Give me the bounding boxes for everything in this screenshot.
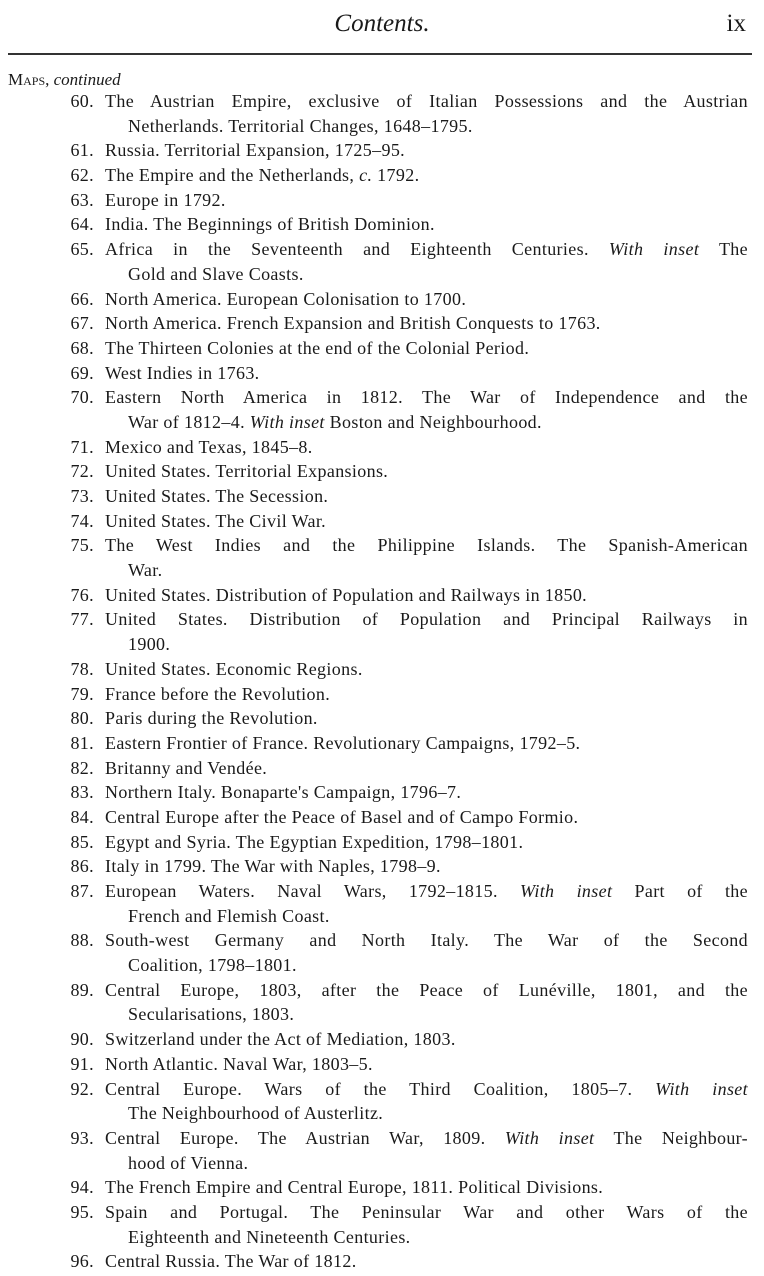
italic-text: With inset bbox=[249, 411, 325, 432]
text-segment: European Waters. Naval Wars, 1792–1815. bbox=[105, 881, 520, 901]
item-number: 82. bbox=[70, 757, 94, 778]
list-item bbox=[0, 212, 764, 237]
item-text bbox=[105, 1249, 748, 1274]
text-segment: Northern Italy. Bonaparte's Campaign, 1796–7. bbox=[105, 782, 462, 803]
item-text bbox=[128, 632, 748, 657]
item-number: 88. bbox=[70, 930, 94, 951]
text-segment: Switzerland under the Act of Mediation, 1803. bbox=[105, 1029, 456, 1050]
text-segment: Africa in the Seventeenth and Eighteenth Centuries. bbox=[105, 239, 609, 260]
item-number: 91. bbox=[70, 1053, 94, 1074]
section-label: Maps bbox=[8, 70, 46, 89]
text-segment: 1900. bbox=[128, 634, 171, 655]
item-text bbox=[128, 1002, 748, 1027]
list-item-continuation bbox=[0, 410, 764, 435]
italic-text: With inset bbox=[520, 881, 613, 901]
text-segment: The Austrian Empire, exclusive of Italian Possessions and the Austrian bbox=[105, 91, 748, 111]
text-segment: War of 1812–4. bbox=[128, 411, 250, 432]
text-segment: Netherlands. Territorial Changes, 1648–1795. bbox=[128, 115, 473, 136]
text-segment: United States. Economic Regions. bbox=[105, 658, 363, 679]
list-item bbox=[0, 1027, 764, 1052]
list-item bbox=[0, 583, 764, 608]
item-text bbox=[105, 879, 748, 904]
item-text bbox=[105, 237, 748, 262]
text-segment: The bbox=[699, 239, 748, 260]
list-item bbox=[0, 163, 764, 188]
list-item bbox=[0, 509, 764, 534]
text-segment: The Thirteen Colonies at the end of the Colonial Period. bbox=[105, 337, 530, 358]
item-text bbox=[128, 558, 748, 583]
text-segment: Central Russia. The War of 1812. bbox=[105, 1251, 357, 1272]
text-segment: Europe in 1792. bbox=[105, 189, 226, 210]
item-number: 75. bbox=[70, 535, 94, 556]
list-item bbox=[0, 188, 764, 213]
text-segment: United States. Territorial Expansions. bbox=[105, 461, 389, 482]
text-segment: Mexico and Texas, 1845–8. bbox=[105, 436, 313, 457]
item-text bbox=[128, 410, 748, 435]
list-item bbox=[0, 361, 764, 386]
list-item-continuation bbox=[0, 632, 764, 657]
text-segment: War. bbox=[128, 560, 163, 581]
item-number: 60. bbox=[70, 91, 94, 111]
item-number: 71. bbox=[70, 436, 94, 457]
item-text bbox=[105, 706, 748, 731]
list-item bbox=[0, 879, 764, 904]
item-text bbox=[105, 163, 748, 188]
item-number: 66. bbox=[70, 288, 94, 309]
text-segment: India. The Beginnings of British Dominion. bbox=[105, 214, 435, 235]
text-segment: The Neighbourhood of Austerlitz. bbox=[128, 1103, 384, 1124]
text-segment: North America. European Colonisation to 1700. bbox=[105, 288, 467, 309]
italic-text: With inset bbox=[504, 1127, 595, 1148]
text-segment: Eighteenth and Nineteenth Centuries. bbox=[128, 1226, 411, 1247]
item-number: 94. bbox=[70, 1177, 94, 1198]
item-text bbox=[105, 138, 748, 163]
text-segment: hood of Vienna. bbox=[128, 1152, 249, 1173]
list-item-continuation bbox=[0, 1151, 764, 1176]
page-number: ix bbox=[726, 10, 746, 37]
item-text bbox=[105, 385, 748, 410]
item-text bbox=[105, 361, 748, 386]
item-number: 64. bbox=[70, 214, 94, 235]
text-segment: Part of the bbox=[612, 881, 748, 901]
item-text bbox=[105, 336, 748, 361]
list-item bbox=[0, 756, 764, 781]
text-segment: North Atlantic. Naval War, 1803–5. bbox=[105, 1053, 373, 1074]
text-segment: 1792. bbox=[372, 165, 420, 186]
item-number: 68. bbox=[70, 337, 94, 358]
list-item bbox=[0, 1200, 764, 1225]
item-text bbox=[105, 854, 748, 879]
item-number: 76. bbox=[70, 584, 94, 605]
list-item bbox=[0, 805, 764, 830]
list-item bbox=[0, 978, 764, 1003]
list-item bbox=[0, 435, 764, 460]
item-number: 72. bbox=[70, 461, 94, 482]
list-item bbox=[0, 484, 764, 509]
item-number: 86. bbox=[70, 856, 94, 877]
list-item bbox=[0, 311, 764, 336]
item-text bbox=[105, 830, 748, 855]
item-number: 61. bbox=[70, 140, 94, 161]
item-number: 84. bbox=[70, 806, 94, 827]
list-item bbox=[0, 854, 764, 879]
list-item bbox=[0, 1175, 764, 1200]
item-text bbox=[105, 89, 748, 114]
item-text bbox=[128, 262, 748, 287]
list-item bbox=[0, 138, 764, 163]
list-item bbox=[0, 1249, 764, 1274]
text-segment: Paris during the Revolution. bbox=[105, 708, 318, 729]
item-number: 65. bbox=[70, 239, 94, 260]
item-text bbox=[105, 435, 748, 460]
maps-list bbox=[0, 89, 764, 1274]
list-item-continuation bbox=[0, 114, 764, 139]
text-segment: Central Europe after the Peace of Basel and of Campo Formio. bbox=[105, 806, 579, 827]
list-item bbox=[0, 657, 764, 682]
item-text bbox=[105, 484, 748, 509]
text-segment: Boston and Neighbourhood. bbox=[324, 411, 542, 432]
list-item-continuation bbox=[0, 953, 764, 978]
list-item bbox=[0, 533, 764, 558]
item-number: 93. bbox=[70, 1127, 94, 1148]
list-item-continuation bbox=[0, 1225, 764, 1250]
item-text bbox=[128, 1101, 748, 1126]
item-number: 62. bbox=[70, 165, 94, 186]
header-rule bbox=[8, 53, 752, 55]
text-segment: United States. The Civil War. bbox=[105, 510, 327, 531]
item-text bbox=[105, 583, 748, 608]
list-item-continuation bbox=[0, 904, 764, 929]
item-number: 81. bbox=[70, 732, 94, 753]
item-number: 85. bbox=[70, 831, 94, 852]
list-item bbox=[0, 731, 764, 756]
item-text bbox=[105, 1126, 748, 1151]
text-segment: Italy in 1799. The War with Naples, 1798–9. bbox=[105, 856, 441, 877]
list-item-continuation bbox=[0, 1002, 764, 1027]
item-text bbox=[105, 212, 748, 237]
item-text bbox=[105, 1175, 748, 1200]
list-item-continuation bbox=[0, 262, 764, 287]
item-number: 96. bbox=[70, 1251, 94, 1272]
list-item bbox=[0, 459, 764, 484]
item-number: 67. bbox=[70, 313, 94, 334]
item-number: 73. bbox=[70, 486, 94, 506]
text-segment: South-west Germany and North Italy. The War of the Second bbox=[105, 930, 748, 951]
list-item-continuation bbox=[0, 1101, 764, 1126]
section-note: continued bbox=[53, 70, 121, 89]
item-number: 74. bbox=[70, 510, 94, 531]
list-item bbox=[0, 1077, 764, 1102]
text-segment: The Empire and the Netherlands, bbox=[105, 165, 360, 186]
item-text bbox=[105, 509, 748, 534]
item-text bbox=[105, 1052, 748, 1077]
item-text bbox=[105, 311, 748, 336]
list-item bbox=[0, 706, 764, 731]
list-item bbox=[0, 385, 764, 410]
list-item bbox=[0, 287, 764, 312]
italic-text: With inset bbox=[608, 239, 700, 260]
text-segment: The French Empire and Central Europe, 1811. Political Divisions. bbox=[105, 1177, 604, 1198]
item-number: 80. bbox=[70, 708, 94, 729]
text-segment: Russia. Territorial Expansion, 1725–95. bbox=[105, 140, 406, 161]
text-segment: Secularisations, 1803. bbox=[128, 1004, 295, 1025]
italic-text: c. bbox=[359, 165, 373, 186]
item-number: 70. bbox=[70, 387, 94, 408]
item-text bbox=[105, 731, 748, 756]
item-text bbox=[105, 287, 748, 312]
text-segment: Central Europe. Wars of the Third Coalition, 1805–7. bbox=[105, 1078, 656, 1099]
item-text bbox=[105, 1077, 748, 1102]
item-text bbox=[105, 188, 748, 213]
item-text bbox=[105, 978, 748, 1003]
item-text bbox=[105, 805, 748, 830]
item-text bbox=[105, 1027, 748, 1052]
text-segment: United States. The Secession. bbox=[105, 486, 329, 506]
text-segment: West Indies in 1763. bbox=[105, 362, 260, 383]
text-segment: Britanny and Vendée. bbox=[105, 757, 268, 778]
item-number: 77. bbox=[70, 609, 94, 630]
item-text bbox=[105, 459, 748, 484]
text-segment: Gold and Slave Coasts. bbox=[128, 263, 304, 284]
text-segment: Spain and Portugal. The Peninsular War and other Wars of the bbox=[105, 1201, 748, 1222]
item-number: 63. bbox=[70, 189, 94, 210]
list-item bbox=[0, 928, 764, 953]
item-text bbox=[128, 953, 748, 978]
text-segment: The West Indies and the Philippine Islands. The Spanish-American bbox=[105, 535, 748, 556]
list-item-continuation bbox=[0, 558, 764, 583]
text-segment: United States. Distribution of Population and Principal Railways in bbox=[105, 609, 748, 630]
item-number: 78. bbox=[70, 658, 94, 679]
item-number: 87. bbox=[70, 881, 94, 901]
text-segment: Coalition, 1798–1801. bbox=[128, 955, 297, 976]
text-segment: The Neighbour- bbox=[594, 1127, 748, 1148]
list-item bbox=[0, 607, 764, 632]
item-text bbox=[128, 114, 748, 139]
item-text bbox=[128, 1225, 748, 1250]
item-text bbox=[128, 1151, 748, 1176]
list-item bbox=[0, 780, 764, 805]
item-number: 79. bbox=[70, 683, 94, 704]
item-number: 90. bbox=[70, 1029, 94, 1050]
item-number: 92. bbox=[70, 1078, 94, 1099]
item-text bbox=[105, 657, 748, 682]
running-title: Contents. bbox=[334, 10, 430, 37]
list-item bbox=[0, 1052, 764, 1077]
item-text bbox=[105, 928, 748, 953]
text-segment: Eastern Frontier of France. Revolutionary Campaigns, 1792–5. bbox=[105, 732, 581, 753]
italic-text: With inset bbox=[655, 1078, 748, 1099]
text-segment: France before the Revolution. bbox=[105, 683, 331, 704]
section-heading bbox=[8, 70, 121, 90]
item-number: 89. bbox=[70, 979, 94, 1000]
list-item bbox=[0, 682, 764, 707]
item-text bbox=[105, 756, 748, 781]
list-item bbox=[0, 830, 764, 855]
list-item bbox=[0, 89, 764, 114]
item-text bbox=[128, 904, 748, 929]
item-text bbox=[105, 1200, 748, 1225]
item-text bbox=[105, 607, 748, 632]
item-number: 83. bbox=[70, 782, 94, 803]
list-item bbox=[0, 237, 764, 262]
item-text bbox=[105, 533, 748, 558]
item-number: 69. bbox=[70, 362, 94, 383]
text-segment: Egypt and Syria. The Egyptian Expedition, 1798–1801. bbox=[105, 831, 524, 852]
text-segment: Central Europe. The Austrian War, 1809. bbox=[105, 1127, 505, 1148]
text-segment: French and Flemish Coast. bbox=[128, 905, 330, 926]
item-text bbox=[105, 780, 748, 805]
item-number: 95. bbox=[70, 1201, 94, 1222]
item-text bbox=[105, 682, 748, 707]
text-segment: Eastern North America in 1812. The War of Independence and the bbox=[105, 387, 748, 408]
list-item bbox=[0, 336, 764, 361]
text-segment: North America. French Expansion and British Conquests to 1763. bbox=[105, 313, 601, 334]
text-segment: United States. Distribution of Population and Railways in 1850. bbox=[105, 584, 588, 605]
text-segment: Central Europe, 1803, after the Peace of Lunéville, 1801, and the bbox=[105, 979, 748, 1000]
section-separator: , bbox=[45, 70, 54, 89]
list-item bbox=[0, 1126, 764, 1151]
